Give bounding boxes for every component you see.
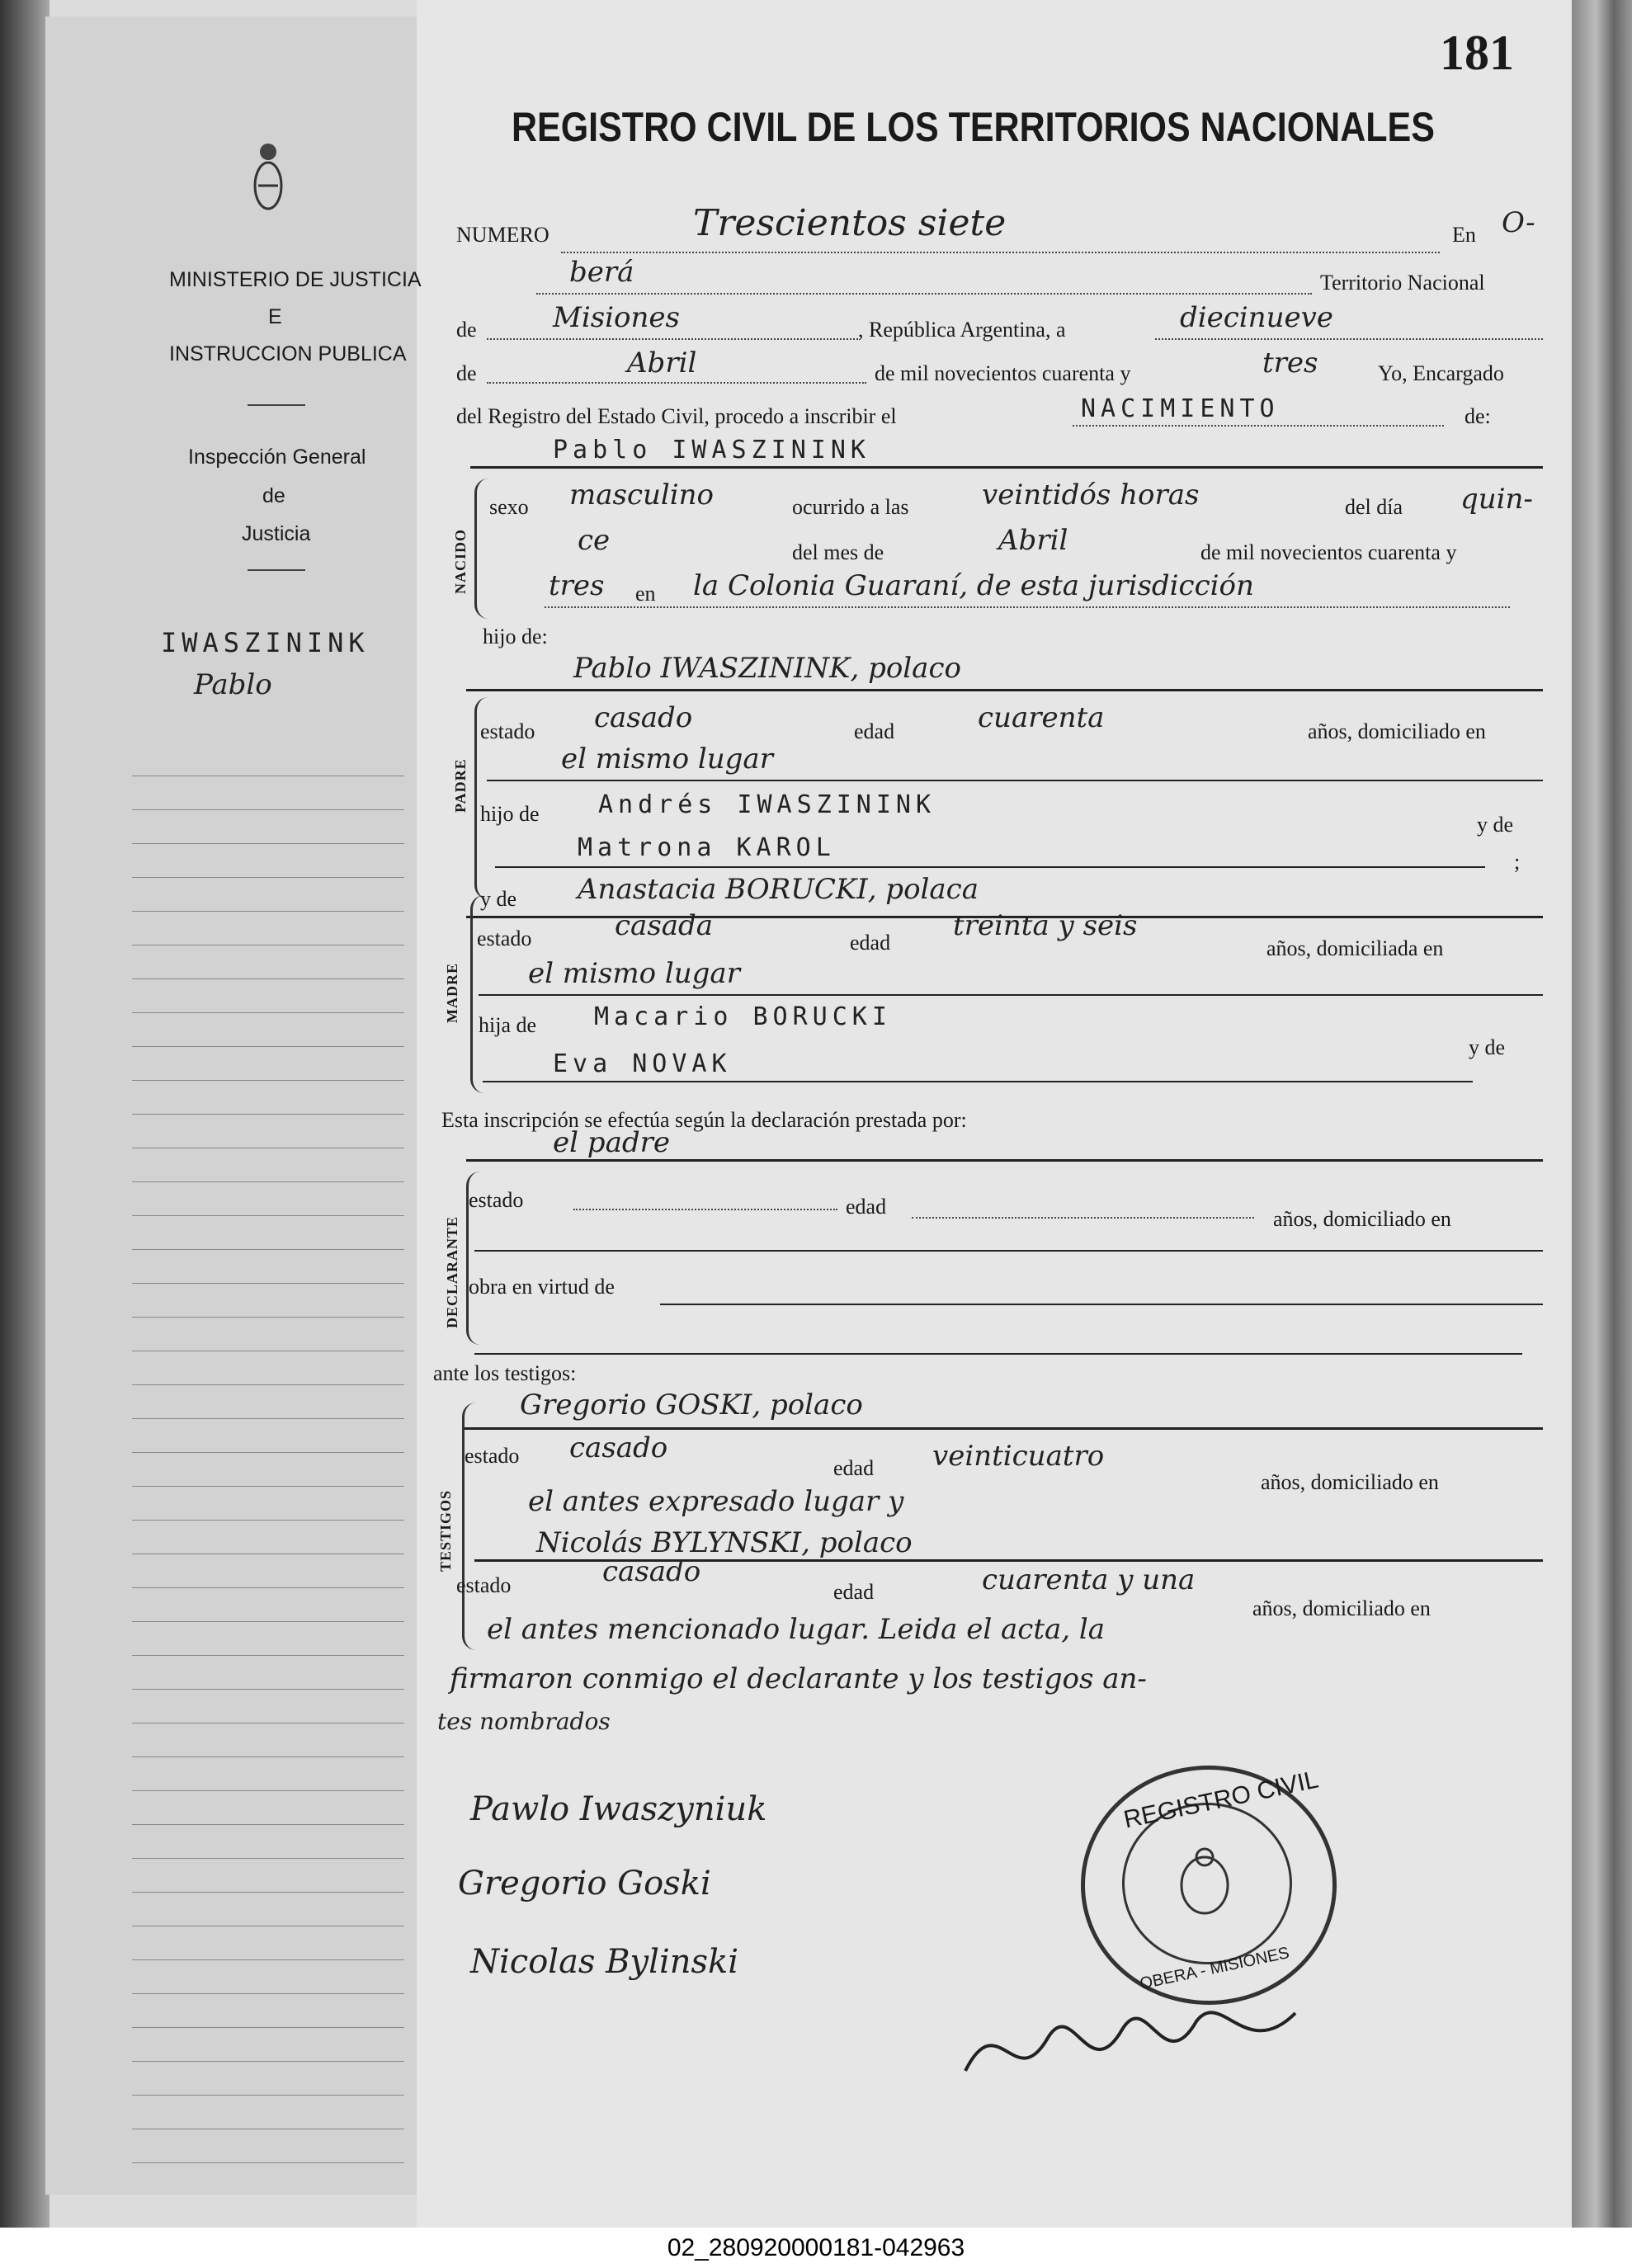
field-t2-estado: casado <box>602 1555 701 1588</box>
ministry-line-3: INSTRUCCION PUBLICA <box>169 342 407 365</box>
label-estado: estado <box>465 1444 520 1468</box>
dots <box>1073 425 1444 427</box>
rule <box>470 466 1543 469</box>
field-numero: Trescientos siete <box>693 202 1007 244</box>
field-nombre: Pablo IWASZININK <box>553 436 870 464</box>
label-estado: estado <box>480 719 535 743</box>
label-edad: edad <box>833 1580 875 1604</box>
field-padre: Pablo IWASZININK, polaco <box>573 652 961 685</box>
field-mes-nac: Abril <box>998 524 1068 557</box>
label-anos-dom3: años, domiciliado en <box>1261 1470 1439 1494</box>
label-anos-dom2: años, domiciliado en <box>1273 1207 1451 1231</box>
field-padre-estado: casado <box>594 701 693 734</box>
label-edad: edad <box>846 1195 887 1219</box>
dots <box>573 1209 837 1210</box>
field-hora: veintidós horas <box>982 479 1200 512</box>
inspection-line-2: de <box>262 484 285 507</box>
divider <box>248 404 305 406</box>
rule <box>479 994 1543 996</box>
rule <box>660 1304 1543 1305</box>
rule <box>462 1427 1543 1430</box>
label-obra: obra en virtud de <box>469 1275 615 1299</box>
brace-testigos <box>462 1403 476 1650</box>
dots <box>545 606 1510 608</box>
label-anos-domiciliada: años, domiciliada en <box>1266 936 1444 960</box>
field-declarante: el padre <box>553 1126 670 1159</box>
label-territorio: Territorio Nacional <box>1320 271 1485 295</box>
label-anos-dom4: años, domiciliado en <box>1252 1596 1431 1620</box>
dots <box>487 338 858 340</box>
label-de: de <box>456 318 477 342</box>
coat-of-arms-icon <box>252 140 285 215</box>
signature-witness-1: Gregorio Goski <box>458 1865 711 1903</box>
field-sexo: masculino <box>569 479 715 512</box>
label-en: En <box>1452 223 1476 247</box>
field-t1-dom: el antes expresado lugar y <box>528 1485 904 1518</box>
field-en: O- <box>1502 206 1535 239</box>
label-hijo-de: hijo de: <box>483 625 548 648</box>
field-cierre2: tes nombrados <box>437 1708 611 1735</box>
label-testigos: TESTIGOS <box>437 1489 454 1572</box>
page-number: 181 <box>1440 26 1514 80</box>
registrar-signature <box>949 1972 1320 2104</box>
field-mes: Abril <box>627 347 697 380</box>
field-padre-edad: cuarenta <box>978 701 1105 734</box>
rule <box>495 866 1485 868</box>
field-t1-estado: casado <box>569 1431 668 1464</box>
label-mil: de mil novecientos cuarenta y <box>875 361 1131 385</box>
field-padre-dom: el mismo lugar <box>561 743 773 776</box>
label-mil2: de mil novecientos cuarenta y <box>1200 540 1457 564</box>
label-hija-de: hija de <box>479 1013 537 1037</box>
label-semicolon: ; <box>1514 850 1521 874</box>
inspection-line-3: Justicia <box>242 522 311 545</box>
divider <box>248 569 305 571</box>
label-y-de3: y de <box>1469 1035 1506 1059</box>
label-de2: de <box>456 361 477 385</box>
signature-witness-2: Nicolas Bylinski <box>470 1943 739 1981</box>
field-acto: NACIMIENTO <box>1081 394 1280 423</box>
field-madre: Anastacia BORUCKI, polaca <box>578 873 979 906</box>
field-t1-edad: veinticuatro <box>932 1440 1105 1473</box>
book-binding <box>0 0 50 2228</box>
field-testigo2: Nicolás BYLYNSKI, polaco <box>536 1526 913 1559</box>
label-del-dia: del día <box>1345 495 1403 519</box>
rule <box>466 1159 1543 1162</box>
label-nacido: NACIDO <box>452 528 469 594</box>
field-abuelo-p: Andrés IWASZININK <box>598 790 936 819</box>
field-abuelo-m: Macario BORUCKI <box>594 1002 892 1031</box>
ministry-line-1: MINISTERIO DE JUSTICIA <box>169 268 422 291</box>
stamp-emblem-icon <box>1167 1844 1242 1918</box>
label-estado: estado <box>469 1188 524 1212</box>
label-y-de: y de <box>1477 813 1514 837</box>
field-madre-dom: el mismo lugar <box>528 957 740 990</box>
label-hijo-de2: hijo de <box>480 802 540 826</box>
field-abuela-m: Eva NOVAK <box>553 1049 732 1078</box>
field-cierre1: firmaron conmigo el declarante y los testigos an- <box>450 1662 1147 1695</box>
signature-father: Pawlo Iwaszyniuk <box>470 1790 767 1828</box>
label-anos-dom: años, domiciliado en <box>1308 719 1486 743</box>
label-ocurrido: ocurrido a las <box>792 495 909 519</box>
label-registro: del Registro del Estado Civil, procedo a inscribir el <box>456 404 897 428</box>
rule <box>487 780 1543 781</box>
field-dia-letras: diecinueve <box>1180 301 1333 334</box>
label-de-colon: de: <box>1465 404 1491 428</box>
rule <box>474 1250 1543 1252</box>
label-republica: , República Argentina, a <box>858 318 1066 342</box>
label-del-mes: del mes de <box>792 540 884 564</box>
scan-identifier: 02_280920000181-042963 <box>0 2228 1632 2268</box>
field-madre-estado: casada <box>615 909 714 942</box>
dots <box>561 252 1440 253</box>
dots <box>912 1217 1254 1219</box>
field-anio: tres <box>1262 347 1318 380</box>
margin-surname: IWASZININK <box>161 627 370 658</box>
page-edges <box>1572 0 1632 2228</box>
label-edad: edad <box>850 931 891 955</box>
field-t2-edad: cuarenta y una <box>982 1563 1196 1596</box>
brace-nacido <box>474 479 488 619</box>
label-en2: en <box>635 582 656 606</box>
ministry-line-2: E <box>268 305 282 328</box>
label-declarante: DECLARANTE <box>444 1215 460 1328</box>
field-territorio: Misiones <box>553 301 680 334</box>
dots <box>536 293 1312 295</box>
field-anio-nac: tres <box>549 569 605 602</box>
inspection-line-1: Inspección General <box>188 446 366 469</box>
field-dia2: ce <box>578 524 611 557</box>
stamp-bottom-text: OBERA - MISIONES <box>1138 1944 1291 1993</box>
field-dia: quin- <box>1460 483 1533 516</box>
field-madre-edad: treinta y seis <box>953 909 1138 942</box>
margin-given-name: Pablo <box>194 668 272 701</box>
label-edad: edad <box>854 719 895 743</box>
label-estado: estado <box>477 927 532 950</box>
label-edad: edad <box>833 1456 875 1480</box>
field-lugar-nac: la Colonia Guaraní, de esta jurisdicción <box>693 569 1254 602</box>
field-abuela-p: Matrona KAROL <box>578 833 836 862</box>
page-title: REGISTRO CIVIL DE LOS TERRITORIOS NACIONALES <box>512 104 1435 150</box>
margin-ruled-lines <box>132 743 404 2195</box>
label-ante: ante los testigos: <box>433 1361 577 1385</box>
dots <box>487 382 866 384</box>
rule <box>474 1353 1522 1355</box>
label-yo: Yo, Encargado <box>1378 361 1504 385</box>
field-lugar: berá <box>569 256 634 289</box>
label-esta-inscripcion: Esta inscripción se efectúa según la declaración prestada por: <box>441 1108 967 1132</box>
label-madre: MADRE <box>444 963 460 1023</box>
label-sexo: sexo <box>489 495 529 519</box>
field-t2-dom: el antes mencionado lugar. Leida el acta, la <box>487 1613 1106 1646</box>
label-estado: estado <box>456 1573 512 1597</box>
field-testigo1: Gregorio GOSKI, polaco <box>520 1389 863 1422</box>
dots <box>1155 338 1543 340</box>
rule <box>483 1081 1473 1082</box>
rule <box>466 689 1543 691</box>
label-y-de2: y de <box>480 887 517 911</box>
label-numero: NUMERO <box>456 223 550 247</box>
label-padre: PADRE <box>452 758 469 813</box>
stamp-top-text: REGISTRO CIVIL <box>1121 1766 1321 1834</box>
